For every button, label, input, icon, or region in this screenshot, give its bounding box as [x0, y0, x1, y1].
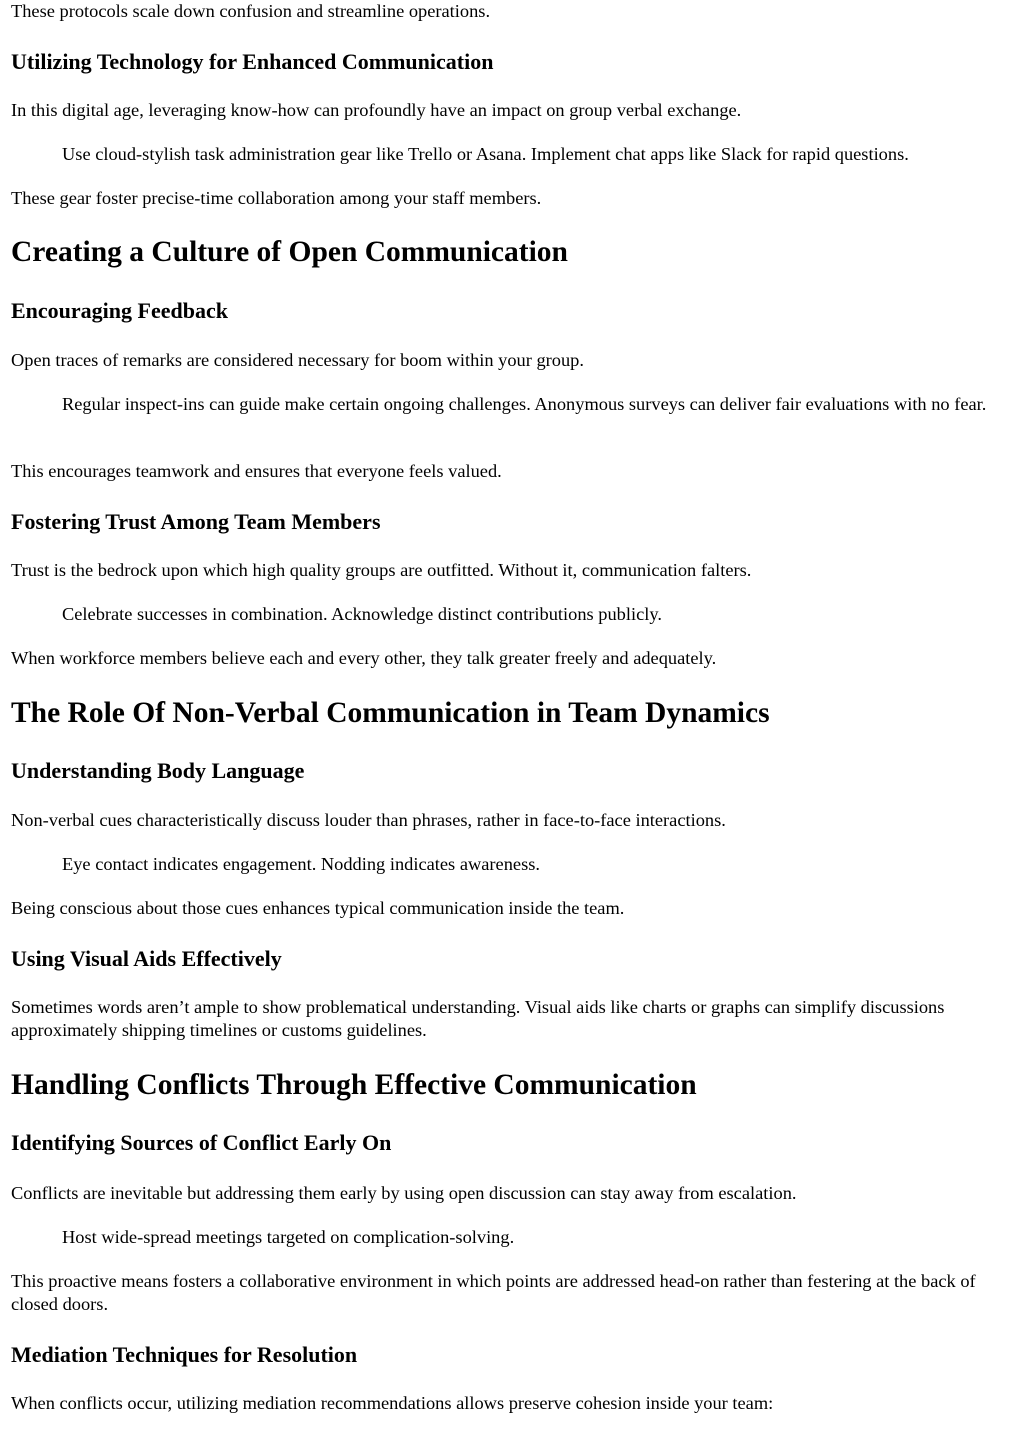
heading-non-verbal-communication: The Role Of Non-Verbal Communication in Team Dynamics [11, 697, 770, 729]
heading-handling-conflicts: Handling Conflicts Through Effective Communication [11, 1069, 697, 1101]
paragraph-digital-age: In this digital age, leveraging know-how can profoundly have an impact on group verbal exchange. [11, 100, 742, 120]
heading-visual-aids: Using Visual Aids Effectively [11, 946, 282, 971]
quote-host-meetings: Host wide-spread meetings targeted on complication-solving. [62, 1227, 515, 1247]
quote-celebrate-successes: Celebrate successes in combination. Acknowledge distinct contributions publicly. [62, 604, 662, 624]
paragraph-conscious-cues: Being conscious about those cues enhances typical communication inside the team. [11, 898, 625, 918]
quote-eye-contact: Eye contact indicates engagement. Nodding indicates awareness. [62, 854, 540, 874]
heading-body-language: Understanding Body Language [11, 758, 305, 783]
paragraph-visual-aids: Sometimes words aren’t ample to show problematical understanding. Visual aids like charts or graphs can simplify discussions approximately shipping timelines or customs guidelines. [11, 997, 945, 1040]
paragraph-workforce-believe: When workforce members believe each and every other, they talk greater freely and adequately. [11, 648, 717, 668]
heading-fostering-trust: Fostering Trust Among Team Members [11, 509, 381, 534]
paragraph-open-remarks: Open traces of remarks are considered necessary for boom within your group. [11, 350, 584, 370]
paragraph-conflicts-inevitable: Conflicts are inevitable but addressing them early by using open discussion can stay away from escalation. [11, 1183, 797, 1203]
heading-utilizing-technology: Utilizing Technology for Enhanced Communication [11, 49, 494, 74]
paragraph-collaboration: These gear foster precise-time collaboration among your staff members. [11, 188, 542, 208]
heading-sources-of-conflict: Identifying Sources of Conflict Early On [11, 1130, 392, 1155]
heading-culture-open-communication: Creating a Culture of Open Communication [11, 236, 568, 268]
heading-encouraging-feedback: Encouraging Feedback [11, 298, 228, 323]
paragraph-mediation-recommendations: When conflicts occur, utilizing mediation recommendations allows preserve cohesion inside your team: [11, 1393, 774, 1413]
paragraph-trust-bedrock: Trust is the bedrock upon which high quality groups are outfitted. Without it, communication falters. [11, 560, 752, 580]
paragraph-non-verbal-cues: Non-verbal cues characteristically discuss louder than phrases, rather in face-to-face interactions. [11, 810, 726, 830]
paragraph-protocols: These protocols scale down confusion and streamline operations. [11, 1, 491, 21]
quote-check-ins: Regular inspect-ins can guide make certain ongoing challenges. Anonymous surveys can deliver fair evaluations with no fear. [62, 394, 987, 414]
quote-cloud-tools: Use cloud-stylish task administration gear like Trello or Asana. Implement chat apps like Slack for rapid questions. [62, 144, 909, 164]
heading-mediation-techniques: Mediation Techniques for Resolution [11, 1342, 358, 1367]
paragraph-proactive-means: This proactive means fosters a collaborative environment in which points are addressed head-on rather than festering at the back of closed doors. [11, 1271, 976, 1314]
paragraph-teamwork: This encourages teamwork and ensures that everyone feels valued. [11, 461, 502, 481]
